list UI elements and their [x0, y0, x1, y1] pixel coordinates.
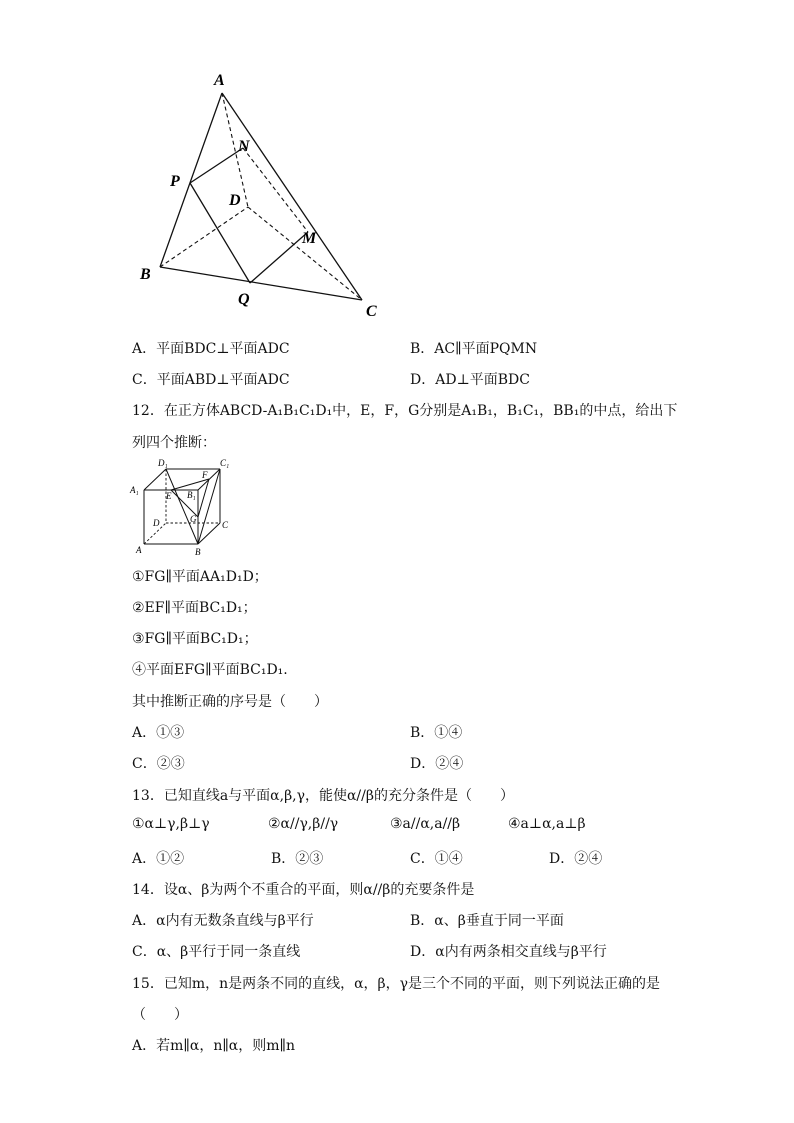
q13-stem: 13．已知直线a与平面α,β,γ，能使α//β的充分条件是（ ）: [132, 788, 514, 804]
q14-option-d: D．α内有两条相交直线与β平行: [410, 944, 607, 960]
q12-stem-line1: 12．在正方体ABCD-A₁B₁C₁D₁中，E，F，G分别是A₁B₁，B₁C₁，BB₁的中点，给出下: [132, 403, 678, 419]
edge-pq: [190, 183, 250, 283]
q15-stem-line2: （ ）: [132, 1007, 188, 1023]
label-a: A: [214, 72, 225, 89]
label-b: B: [140, 266, 151, 283]
edge-ac: [222, 93, 362, 300]
q13-option-c: C．①④: [410, 851, 463, 867]
edge-qm: [250, 232, 308, 283]
cube-label-b1: B₁: [187, 490, 196, 500]
label-q: Q: [238, 291, 250, 308]
cube-label-g: G: [190, 514, 197, 524]
q12-statement-4: ④平面EFG∥平面BC₁D₁.: [132, 662, 288, 678]
q12-statement-3: ③FG∥平面BC₁D₁；: [132, 631, 258, 647]
q12-option-a: A．①③: [132, 725, 185, 741]
cube-label-b: B: [195, 547, 201, 557]
q14-option-c: C．α、β平行于同一条直线: [132, 944, 301, 960]
q13-option-b: B．②③: [271, 851, 324, 867]
q12-statement-2: ②EF∥平面BC₁D₁；: [132, 600, 257, 616]
q11-option-a: A．平面BDC⊥平面ADC: [132, 341, 290, 357]
label-m: M: [302, 230, 317, 247]
q13-condition-3: ③a//α,a//β: [390, 816, 461, 832]
q13-option-d: D．②④: [549, 851, 603, 867]
q12-stem-line2: 列四个推断：: [132, 435, 216, 451]
label-d: D: [229, 192, 241, 209]
label-n: N: [238, 138, 250, 155]
label-c: C: [366, 303, 377, 320]
q12-question: 其中推断正确的序号是（ ）: [132, 694, 328, 710]
cube-label-d: D: [153, 518, 160, 528]
cube-label-f: F: [202, 470, 208, 480]
q14-stem: 14．设α、β为两个不重合的平面，则α//β的充要条件是: [132, 882, 475, 898]
q14-option-b: B．α、β垂直于同一平面: [410, 913, 564, 929]
cube-label-a: A: [136, 545, 142, 555]
cube-label-a1: A₁: [130, 485, 139, 495]
edge-dc: [248, 207, 362, 300]
q13-option-a: A．①②: [132, 851, 185, 867]
edge-pn: [190, 148, 243, 183]
q15-option-a: A．若m∥α，n∥α，则m∥n: [132, 1038, 296, 1054]
edge-nm: [243, 148, 308, 232]
cube-figure: [128, 456, 238, 560]
cube-label-c1: C₁: [220, 458, 230, 468]
q11-option-c: C．平面ABD⊥平面ADC: [132, 372, 290, 388]
edge-bc: [160, 267, 362, 300]
q13-condition-2: ②α//γ,β//γ: [268, 816, 339, 832]
q13-condition-1: ①α⊥γ,β⊥γ: [132, 816, 210, 832]
q12-statement-1: ①FG∥平面AA₁D₁D；: [132, 569, 268, 585]
tetrahedron-figure: [0, 0, 420, 330]
q12-option-b: B．①④: [410, 725, 463, 741]
cube-label-c: C: [222, 520, 229, 530]
q13-condition-4: ④a⊥α,a⊥β: [508, 816, 586, 832]
q15-stem-line1: 15．已知m，n是两条不同的直线，α，β，γ是三个不同的平面，则下列说法正确的是: [132, 976, 661, 992]
q12-option-d: D．②④: [410, 756, 464, 772]
cube-label-d1: D₁: [158, 458, 168, 468]
q11-option-d: D．AD⊥平面BDC: [410, 372, 530, 388]
q11-option-b: B．AC∥平面PQMN: [410, 341, 538, 357]
q12-option-c: C．②③: [132, 756, 185, 772]
label-p: P: [170, 173, 180, 190]
q14-option-a: A．α内有无数条直线与β平行: [132, 913, 314, 929]
cube-label-e: E: [166, 491, 172, 501]
